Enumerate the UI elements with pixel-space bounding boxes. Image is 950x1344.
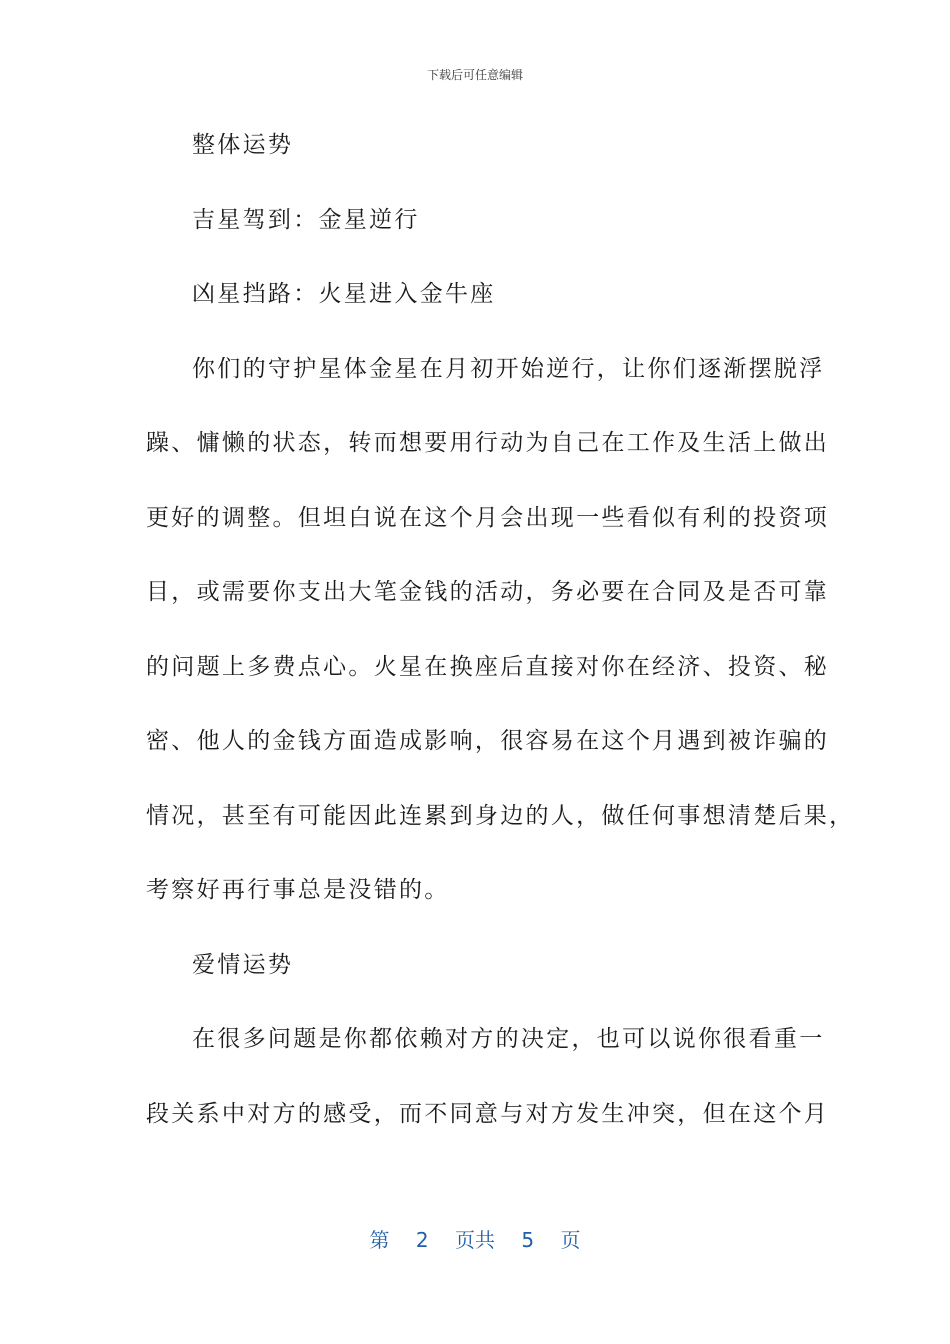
paragraph-line: 考察好再行事总是没错的。	[146, 877, 450, 903]
paragraph-line: 更好的调整。但坦白说在这个月会出现一些看似有利的投资项	[146, 504, 830, 531]
footer-prefix: 第	[369, 1228, 390, 1252]
paragraph-line: 的问题上多费点心。火星在换座后直接对你在经济、投资、秘	[146, 653, 830, 680]
footer-suffix: 页	[560, 1228, 581, 1252]
paragraph-line: 在很多问题是你都依赖对方的决定，也可以说你很看重一	[192, 1026, 825, 1052]
paragraph-line: 目，或需要你支出大笔金钱的活动，务必要在合同及是否可靠	[146, 579, 830, 605]
section-heading-love: 爱情运势	[192, 951, 294, 978]
footer-page-number: 2	[415, 1228, 429, 1252]
paragraph-line: 段关系中对方的感受，而不同意与对方发生冲突，但在这个月	[146, 1100, 830, 1127]
paragraph-line: 情况，甚至有可能因此连累到身边的人，做任何事想清楚后果，	[146, 802, 855, 829]
page-footer	[0, 1224, 950, 1253]
text-line: 凶星挡路：火星进入金牛座	[192, 281, 496, 307]
section-heading-overall: 整体运势	[192, 132, 294, 158]
footer-middle: 页共	[455, 1228, 495, 1252]
text-line: 吉星驾到：金星逆行	[192, 206, 420, 233]
paragraph-line: 躁、慵懒的状态，转而想要用行动为自己在工作及生活上做出	[146, 430, 830, 456]
page-header-note: 下载后可任意编辑	[426, 68, 523, 82]
document-body	[146, 118, 855, 1161]
paragraph-line: 你们的守护星体金星在月初开始逆行，让你们逐渐摆脱浮	[192, 355, 825, 382]
footer-total-pages: 5	[521, 1228, 535, 1252]
paragraph-line: 密、他人的金钱方面造成影响，很容易在这个月遇到被诈骗的	[146, 728, 830, 754]
